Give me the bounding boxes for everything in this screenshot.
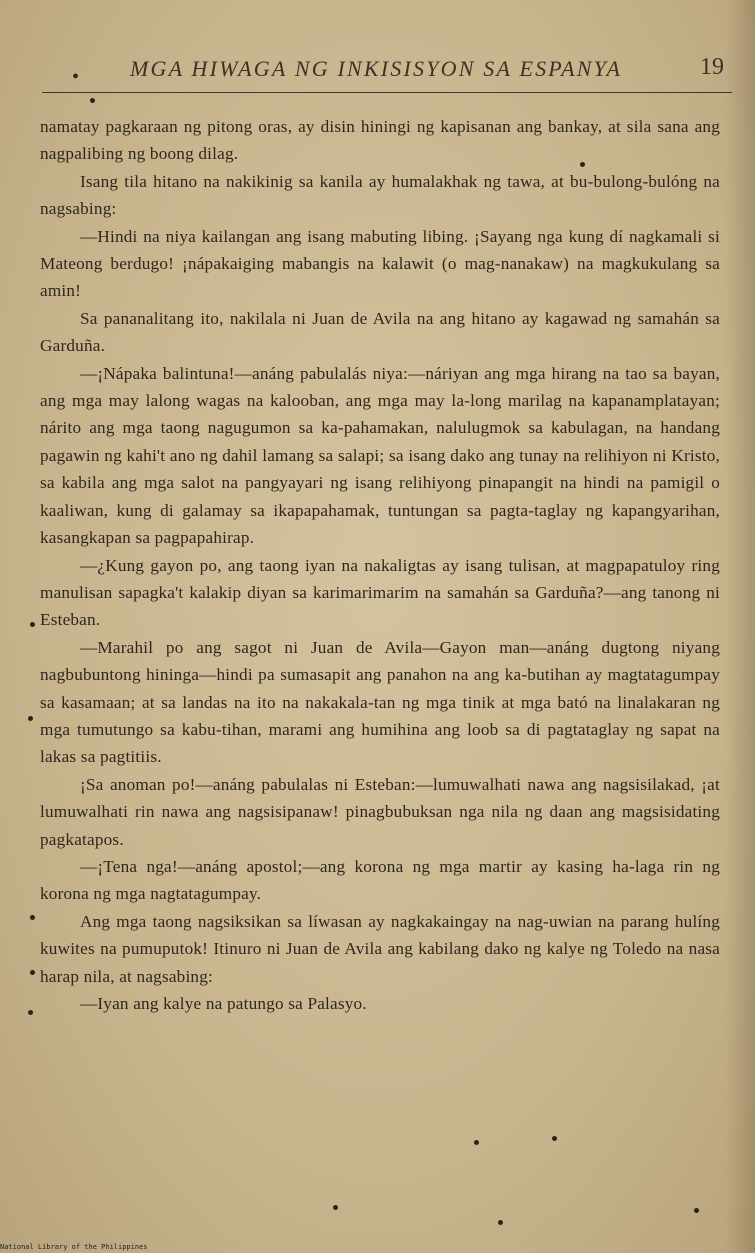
paragraph: —¡Tena nga!—anáng apostol;—ang korona ng mga martir ay kasing ha-laga rin ng korona ng mga nagtatagumpay.: [40, 856, 720, 904]
paragraph: Isang tila hitano na nakikinig sa kanila ay humalakhak ng tawa, at bu-bulong-bulóng na nagsabing:: [40, 171, 720, 219]
paragraph: —¿Kung gayon po, ang taong iyan na nakaligtas ay isang tulisan, at magpapatuloy ring manulisan sapagka't kalakip diyan sa karimarimarim na samahán sa Garduña?—ang tanong ni Esteban.: [40, 555, 720, 630]
ink-speck: [30, 915, 35, 920]
paragraph: ¡Sa anoman po!—anáng pabulalas ni Esteban:—lumuwalhati nawa ang nagsisilakad, ¡at lumuwalhati rin nawa ang nagsisipanaw! pinagbubuksan nga nila ng daan ang magsisidating pagkatapos.: [40, 774, 720, 849]
ink-speck: [580, 162, 585, 167]
ink-speck: [552, 1136, 557, 1141]
ink-speck: [28, 716, 33, 721]
ink-speck: [90, 98, 95, 103]
paragraph: Ang mga taong nagsiksikan sa líwasan ay nagkakaingay na nag-uwian na parang hulíng kuwites na pumuputok! Itinuro ni Juan de Avila ang kabilang dako ng kalye ng Toledo na nasa harap nila, at nagsabing:: [40, 911, 720, 986]
page-number: 19: [700, 54, 724, 80]
ink-speck: [333, 1205, 338, 1210]
paragraph: —Marahil po ang sagot ni Juan de Avila—Gayon man—anáng dugtong niyang nagbubuntong hininga—hindi pa sumasapit ang panahon na ang ka-butihan ay magtatagumpay sa kasamaan; at sa landas na ito na nakakala-tan ng mga tinik at mga bató na linalakaran ng mga tumutungo sa kabu-tihan, marami ang humihina ang loob sa di pagtataglay ng sapat na lakas sa pagtitiis.: [40, 637, 720, 767]
ink-speck: [694, 1208, 699, 1213]
paragraph: namatay pagkaraan ng pitong oras, ay disin hiningi ng kapisanan ang bankay, at sila sana ang nagpalibing ng boong dilag.: [40, 117, 720, 164]
body-text: [40, 113, 720, 1017]
library-credit: National Library of the Philippines: [0, 1243, 148, 1251]
page-edge-shadow: [725, 0, 755, 1253]
running-header: [42, 54, 732, 90]
paragraph: —Hindi na niya kailangan ang isang mabuting libing. ¡Sayang nga kung dí nagkamali si Mateong berdugo! ¡nápakaiging mabangis na kalawit (o mag-nanakaw) na magkukulang sa amin!: [40, 226, 720, 301]
paragraph: Sa pananalitang ito, nakilala ni Juan de Avila na ang hitano ay kagawad ng samahán sa Garduña.: [40, 308, 720, 356]
ink-speck: [30, 622, 35, 627]
header-bullet: •: [72, 66, 80, 88]
ink-speck: [28, 1010, 33, 1015]
paragraph: —¡Nápaka balintuna!—anáng pabulalás niya:—náriyan ang mga hirang na tao sa bayan, ang mga may lalong wagas na kalooban, ang mga may la-long marilag na kapanamplatayan; nárito ang mga taong nagugumon sa ka-pahamakan, nalulugmok sa kabulagan, na handang pagawin ng kahi't ano ng dahil lamang sa salapi; sa isang dako ang tunay na relihiyon ni Kristo, sa kabila ang mga salot na pangyayari ng isang relihiyong pinapangit na hindi na pamigil o kaaliwan, kung di galamay sa ikapapahamak, tuntungan sa pagta-taglay ng kapangyarihan, kasangkapan sa pagpapahirap.: [40, 363, 720, 548]
header-rule: [42, 92, 732, 93]
ink-speck: [30, 970, 35, 975]
ink-speck: [498, 1220, 503, 1225]
running-title: MGA HIWAGA NG INKISISYON SA ESPANYA: [130, 56, 623, 81]
paragraph: —Iyan ang kalye na patungo sa Palasyo.: [80, 994, 367, 1013]
ink-speck: [474, 1140, 479, 1145]
